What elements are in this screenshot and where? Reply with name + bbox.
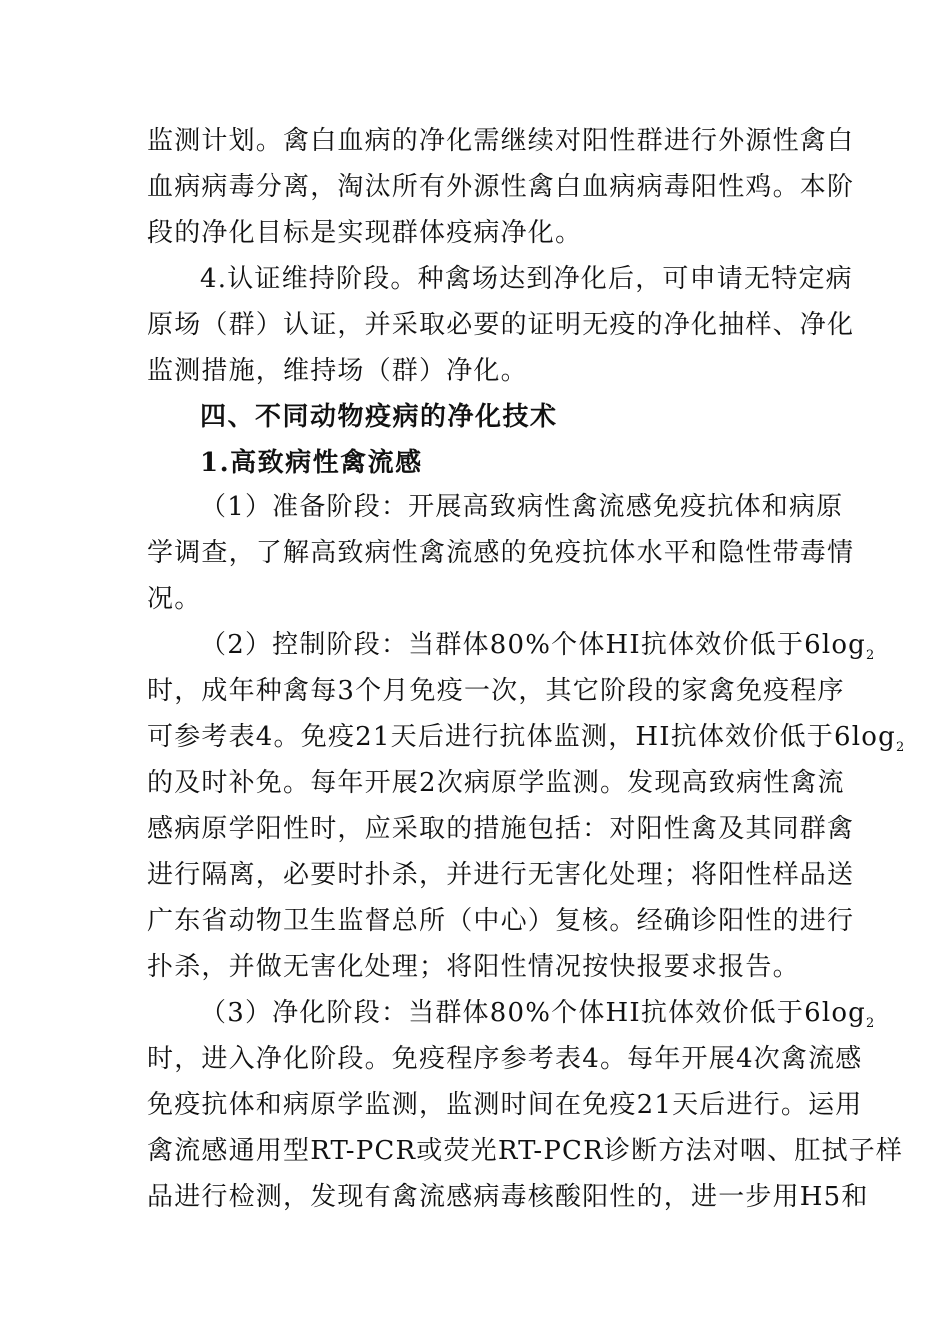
paragraph-line: 4.认证维持阶段。种禽场达到净化后，可申请无特定病 [200, 264, 853, 294]
paragraph-line: 时，进入净化阶段。免疫程序参考表4。每年开展4次禽流感 [147, 1044, 863, 1074]
paragraph-line: 的及时补免。每年开展2次病原学监测。发现高致病性禽流 [147, 768, 845, 798]
paragraph-line: 免疫抗体和病原学监测，监测时间在免疫21天后进行。运用 [147, 1090, 863, 1120]
paragraph-line: 禽流感通用型RT-PCR或荧光RT-PCR诊断方法对咽、肛拭子样 [147, 1136, 904, 1166]
log-subscript: 2 [895, 740, 905, 755]
subsection-heading: 1.高致病性禽流感 [200, 448, 423, 478]
paragraph-line: 原场（群）认证，并采取必要的证明无疫的净化抽样、净化 [147, 310, 855, 340]
section-heading: 四、不同动物疫病的净化技术 [200, 402, 558, 432]
paragraph-line: 监测措施，维持场（群）净化。 [147, 356, 528, 386]
log-subscript: 2 [866, 1016, 875, 1031]
paragraph-line-text: （3）净化阶段：当群体80%个体HI抗体效价低于6log [200, 998, 867, 1028]
paragraph-line: 广东省动物卫生监督总所（中心）复核。经确诊阳性的进行 [147, 906, 855, 936]
paragraph-line: 进行隔离，必要时扑杀，并进行无害化处理；将阳性样品送 [147, 860, 855, 890]
paragraph-line-with-subscript [200, 622, 875, 668]
paragraph-line-text: 可参考表4。免疫21天后进行抗体监测，HI抗体效价低于6log [147, 722, 896, 752]
paragraph-line: 段的净化目标是实现群体疫病净化。 [147, 218, 583, 248]
paragraph-line: 况。 [147, 584, 202, 614]
paragraph-line: 血病病毒分离，淘汰所有外源性禽白血病病毒阳性鸡。本阶 [147, 172, 855, 202]
paragraph-line: 学调查，了解高致病性禽流感的免疫抗体水平和隐性带毒情 [147, 538, 855, 568]
paragraph-line: 感病原学阳性时，应采取的措施包括：对阳性禽及其同群禽 [147, 814, 855, 844]
paragraph-line: （1）准备阶段：开展高致病性禽流感免疫抗体和病原 [200, 492, 844, 522]
paragraph-line: 时，成年种禽每3个月免疫一次，其它阶段的家禽免疫程序 [147, 676, 845, 706]
paragraph-line-with-subscript [147, 714, 905, 760]
paragraph-line: 监测计划。禽白血病的净化需继续对阳性群进行外源性禽白 [147, 126, 855, 156]
paragraph-line-text: （2）控制阶段：当群体80%个体HI抗体效价低于6log [200, 630, 867, 660]
paragraph-line-with-subscript [200, 990, 875, 1036]
paragraph-line: 品进行检测，发现有禽流感病毒核酸阳性的，进一步用H5和 [147, 1182, 869, 1212]
paragraph-line: 扑杀，并做无害化处理；将阳性情况按快报要求报告。 [147, 952, 800, 982]
log-subscript: 2 [866, 648, 875, 663]
